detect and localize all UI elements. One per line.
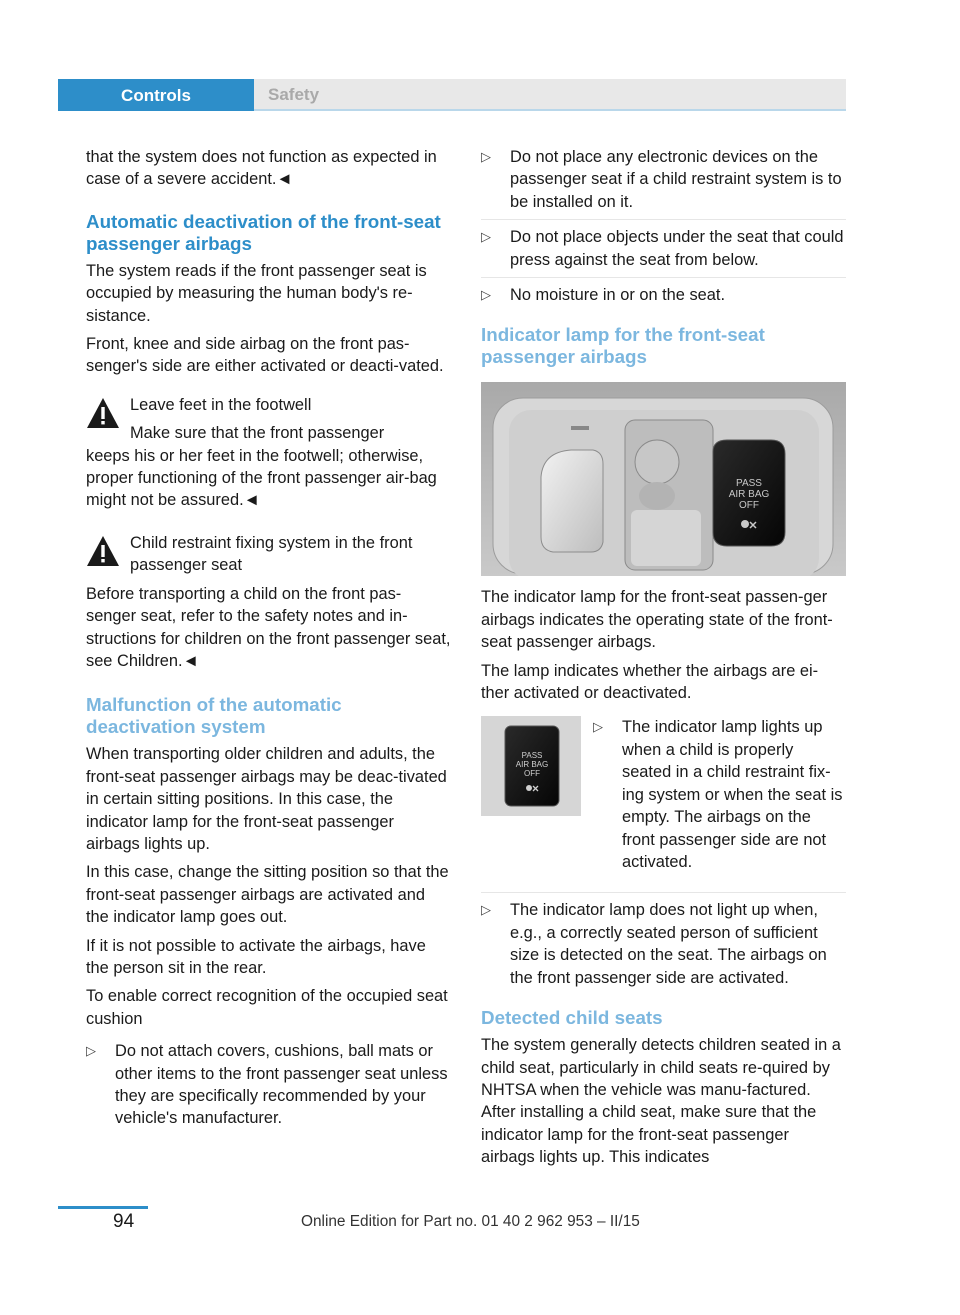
bullet-arrow-icon: ▷ <box>481 229 491 245</box>
edition-info: Online Edition for Part no. 01 40 2 962 953 – II/15 <box>301 1213 640 1230</box>
list-item <box>481 284 846 312</box>
section-tab-safety-label: Safety <box>268 85 320 104</box>
heading-malfunction: Malfunction of the automatic deactivation system <box>86 694 342 738</box>
paragraph: In this case, change the sitting position so that the front-seat passenger airbags are activated and the indicator lamp goes out. <box>86 863 449 927</box>
heading-indicator-lamp: Indicator lamp for the front-seat passenger airbags <box>481 324 765 368</box>
list-item-text: Do not attach covers, cushions, ball mats or other items to the front passenger seat unless they are specifically recommended by your vehicle's manufacturer. <box>115 1042 448 1128</box>
lamp-label: OFF <box>524 769 540 779</box>
lamp-label: OFF <box>739 500 759 512</box>
warning-triangle-icon <box>86 535 120 567</box>
heading-automatic-deactivation: Automatic deactivation of the front-seat passenger airbags <box>86 210 441 254</box>
right-column <box>481 146 846 1175</box>
lamp-label: AIR BAG <box>728 489 770 501</box>
page-number: 94 <box>113 1211 135 1232</box>
warning-note-child-restraint <box>86 532 451 672</box>
warning-triangle-icon <box>86 397 120 429</box>
left-column <box>86 146 451 1142</box>
section-tab-safety[interactable] <box>254 79 846 111</box>
bullet-list <box>481 146 846 312</box>
list-item-text: The indicator lamp does not light up when, e.g., a correctly seated person of sufficient size is detected on the seat. The airbags on the front passenger side are activated. <box>510 901 827 987</box>
page-header <box>58 79 846 111</box>
paragraph: The system reads if the front passenger seat is occupied by measuring the human body's re-sistance. <box>86 261 427 325</box>
bullet-list <box>86 1040 451 1136</box>
list-item <box>481 226 846 278</box>
warning-text: keeps his or her feet in the footwell; otherwise, proper functioning of the front passenger air-bag might not be assured.◄ <box>86 446 437 510</box>
footer-rule <box>58 1206 148 1209</box>
list-item <box>593 716 846 873</box>
list-item-text: Do not place any electronic devices on the passenger seat if a child restraint system is to be installed on it. <box>510 148 842 211</box>
warning-text: Before transporting a child on the front pas-senger seat, refer to the safety notes and in-structions for children on the front passenger seat, see Children.◄ <box>86 584 451 670</box>
paragraph: To enable correct recognition of the occupied seat cushion <box>86 987 448 1028</box>
paragraph: that the system does not function as expected in case of a severe accident.◄ <box>86 148 437 189</box>
bullet-arrow-icon: ▷ <box>86 1043 96 1059</box>
list-item-text: No moisture in or on the seat. <box>510 286 726 305</box>
list-item <box>481 146 846 220</box>
paragraph: The lamp indicates whether the airbags are ei-ther activated or deactivated. <box>481 661 819 703</box>
bullet-arrow-icon: ▷ <box>481 287 491 303</box>
warning-note-footwell <box>86 394 451 512</box>
bullet-arrow-icon: ▷ <box>593 719 603 735</box>
heading-detected-child-seats: Detected child seats <box>481 1007 663 1029</box>
list-item <box>481 899 846 995</box>
paragraph: Front, knee and side airbag on the front pas-senger's side are either activated or deacti-vated. <box>86 335 444 376</box>
indicator-lamp-on <box>481 716 846 886</box>
lamp-label: PASS <box>736 478 762 490</box>
paragraph: If it is not possible to activate the airbags, have the person sit in the rear. <box>86 936 426 977</box>
overhead-console-photo <box>481 382 846 576</box>
bullet-arrow-icon: ▷ <box>481 902 491 918</box>
paragraph: The system generally detects children seated in a child seat, particularly in child seats re-quired by NHTSA when the vehicle was manu-factured. After installing a child seat, make sure that the indicator lamp for the front-seat passenger airbags lights up. This indicates <box>481 1036 841 1167</box>
bullet-list <box>481 892 846 995</box>
list-item-text: Do not place objects under the seat that could press against the seat from below. <box>510 228 844 269</box>
section-tab-controls[interactable]: Controls <box>58 79 254 111</box>
airbag-off-indicator-icon <box>481 716 581 816</box>
warning-title: Child restraint fixing system in the front passenger seat <box>130 533 413 575</box>
warning-text: Make sure that the front passenger <box>130 424 385 443</box>
warning-title: Leave feet in the footwell <box>130 395 312 414</box>
bullet-arrow-icon: ▷ <box>481 149 491 164</box>
lamp-label: PASS <box>521 751 543 761</box>
paragraph: When transporting older children and adults, the front-seat passenger airbags may be deac-tivated in certain sitting positions. In this case, the indicator lamp for the front-seat passenger airbags lights up. <box>86 745 447 853</box>
list-item <box>86 1040 451 1136</box>
lamp-label: AIR BAG <box>515 760 549 770</box>
paragraph: The indicator lamp for the front-seat passen-ger airbags indicates the operating state of the front-seat passenger airbags. <box>481 588 833 652</box>
list-item-text: The indicator lamp lights up when a child is properly seated in a child restraint fix-ing system or when the seat is empty. The airbags on the front passenger side are not activated. <box>622 718 843 871</box>
